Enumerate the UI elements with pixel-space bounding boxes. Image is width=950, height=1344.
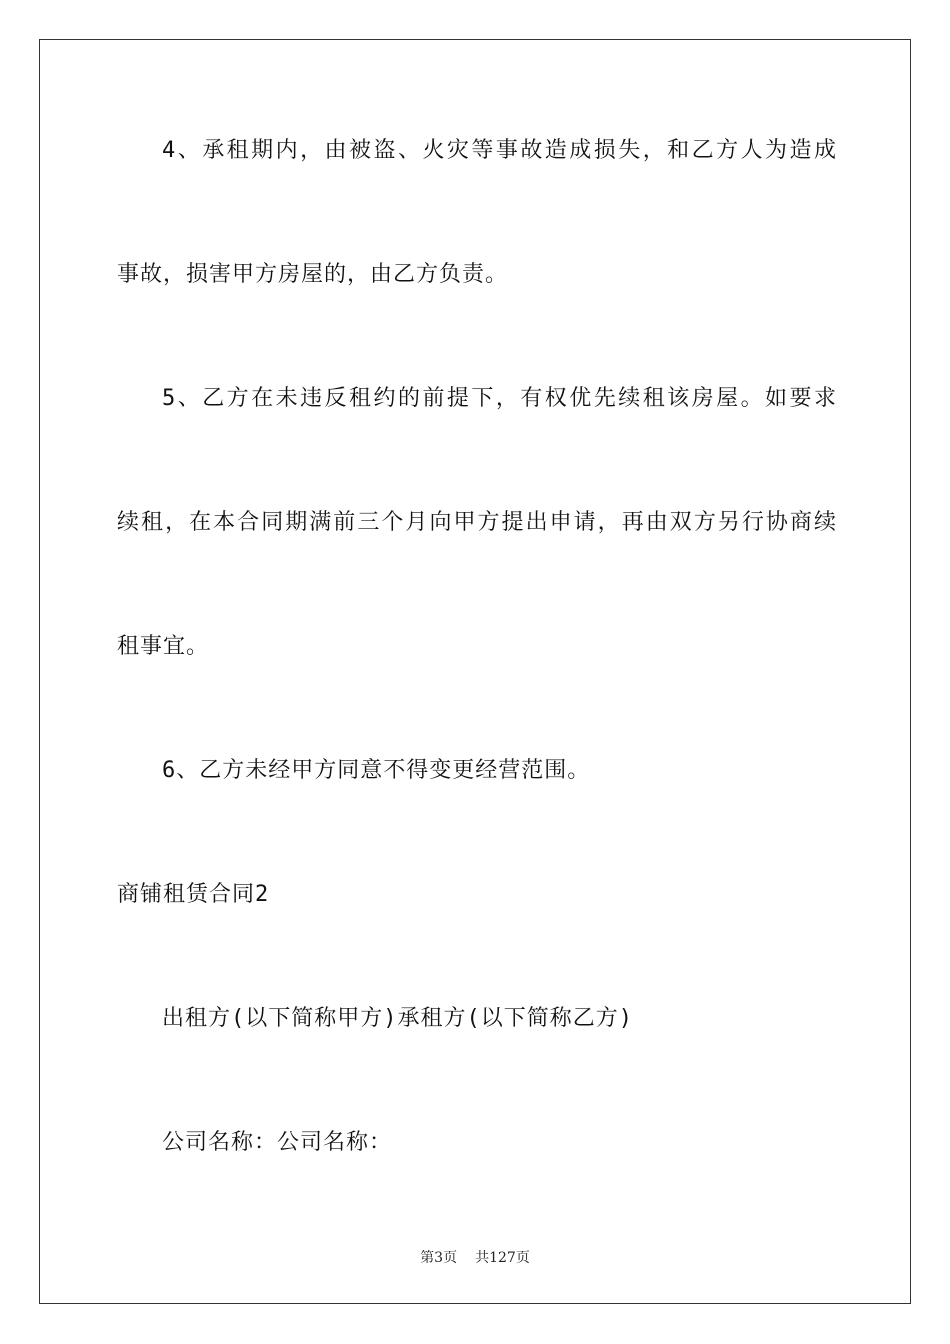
clause-6-line-1: 6、乙方未经甲方同意不得变更经营范围。: [162, 758, 591, 783]
page-frame: [39, 39, 911, 1304]
clause-5-line-1: 5、乙方在未违反租约的前提下，有权优先续租该房屋。如要求: [162, 386, 837, 411]
page-footer: [0, 1247, 950, 1267]
total-pages: 共127页: [475, 1250, 530, 1266]
company-name-line: 公司名称：公司名称：: [162, 1130, 393, 1155]
parties-line: 出租方(以下简称甲方)承租方(以下简称乙方): [162, 1006, 633, 1031]
page-number: 第3页: [420, 1250, 458, 1266]
clause-4-line-1: 4、承租期内，由被盗、火灾等事故造成损失，和乙方人为造成: [162, 138, 837, 163]
clause-5-line-2: 续租，在本合同期满前三个月向甲方提出申请，再由双方另行协商续: [117, 510, 837, 535]
clause-5-line-3: 租事宜。: [117, 634, 210, 659]
section-title: 商铺租赁合同2: [117, 882, 270, 907]
clause-4-line-2: 事故，损害甲方房屋的，由乙方负责。: [117, 262, 509, 287]
